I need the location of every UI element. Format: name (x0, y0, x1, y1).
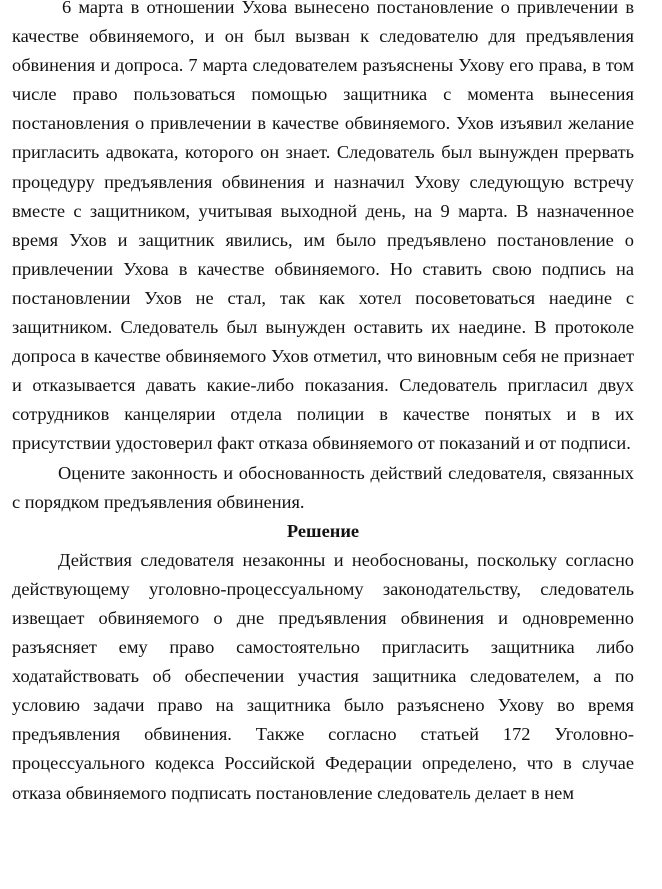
solution-paragraph: Действия следователя незаконны и необоснованы, поскольку согласно действующему уголовно-процессуальному законодательству, следователь извещает обвиняемого о дне предъявления обвинения и одновременно разъясняет ему право самостоятельно пригласить защитника либо ходатайствовать об обеспечении участия защитника следователем, а по условию задачи право на защитника было разъяснено Ухову во время предъявления обвинения. Также согласно статьей 172 Уголовно-процессуального кодекса Российской Федерации определено, что в случае отказа обвиняемого подписать постановление следователь делает в нем (12, 549, 634, 803)
question-paragraph: Оцените законность и обоснованность действий следователя, связанных с порядком предъявления обвинения. (12, 462, 634, 512)
case-paragraph: 6 марта в отношении Ухова вынесено постановление о привлечении в качестве обвиняемого, и он был вызван к следователю для предъявления обвинения и допроса. 7 марта следователем разъяснены Ухову его права, в том числе право пользоваться помощью защитника с момента вынесения постановления о привлечении в качестве обвиняемого. Ухов изъявил желание пригласить адвоката, которого он знает. Следователь был вынужден прервать процедуру предъявления обвинения и назначил Ухову следующую встречу вместе с защитником, учитывая выходной день, на 9 марта. В назначенное время Ухов и защитник явились, им было предъявлено постановление о привлечении Ухова в качестве обвиняемого. Но ставить свою подпись на постановлении Ухов не стал, так как хотел посоветоваться наедине с защитником. Следователь был вынужден оставить их наедине. В протоколе допроса в качестве обвиняемого Ухов отметил, что виновным себя не признает и отказывается давать какие-либо показания. Следователь пригласил двух сотрудников канцелярии отдела полиции в качестве понятых и в их присутствии удостоверил факт отказа обвиняемого от показаний и от подписи. (12, 0, 634, 454)
solution-heading: Решение (286, 520, 360, 541)
